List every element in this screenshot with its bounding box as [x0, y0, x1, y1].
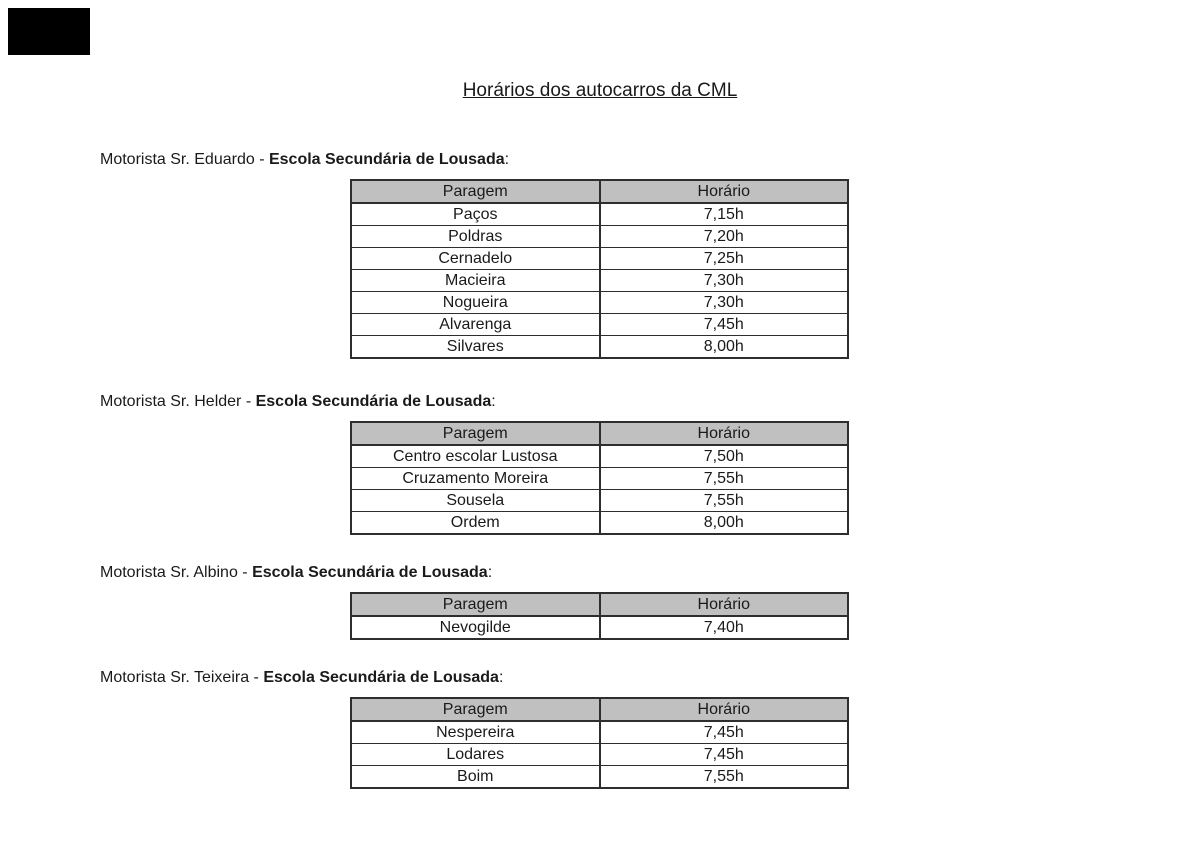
paragem-cell: Silvares	[351, 336, 600, 359]
table-row	[351, 721, 848, 744]
driver-section	[100, 563, 1200, 640]
table-header-row	[351, 593, 848, 616]
paragem-cell: Boim	[351, 766, 600, 789]
paragem-cell: Ordem	[351, 512, 600, 535]
horario-cell: 7,55h	[600, 766, 849, 789]
schedule-table	[350, 592, 849, 640]
column-header-paragem: Paragem	[351, 422, 600, 445]
driver-name-text: Motorista Sr. Eduardo -	[100, 151, 269, 168]
table-body	[351, 616, 848, 639]
driver-name-text: Motorista Sr. Helder -	[100, 393, 256, 410]
horario-cell: 7,55h	[600, 468, 849, 490]
column-header-paragem: Paragem	[351, 698, 600, 721]
table-row	[351, 512, 848, 535]
table-row	[351, 744, 848, 766]
column-header-paragem: Paragem	[351, 593, 600, 616]
sections-container	[0, 150, 1200, 789]
table-row	[351, 203, 848, 226]
label-colon: :	[504, 151, 510, 168]
horario-cell: 8,00h	[600, 512, 849, 535]
paragem-cell: Poldras	[351, 226, 600, 248]
paragem-cell: Sousela	[351, 490, 600, 512]
driver-route-label	[100, 150, 1200, 169]
label-colon: :	[491, 393, 496, 410]
school-name-text: Escola Secundária de Lousada	[252, 564, 488, 581]
page-title: Horários dos autocarros da CML	[462, 80, 738, 101]
table-row	[351, 292, 848, 314]
driver-section	[100, 150, 1200, 359]
school-name-text: Escola Secundária de Lousada	[255, 393, 492, 410]
table-row	[351, 468, 848, 490]
table-body	[351, 203, 848, 358]
driver-section	[100, 392, 1200, 535]
schedule-table	[350, 421, 849, 535]
horario-cell: 7,20h	[600, 226, 849, 248]
horario-cell: 7,15h	[600, 203, 849, 226]
table-row	[351, 248, 848, 270]
driver-route-label	[100, 392, 1200, 411]
paragem-cell: Nogueira	[351, 292, 600, 314]
table-body	[351, 445, 848, 534]
table-row	[351, 270, 848, 292]
label-colon: :	[487, 564, 493, 581]
horario-cell: 7,30h	[600, 270, 849, 292]
column-header-paragem: Paragem	[351, 180, 600, 203]
table-row	[351, 226, 848, 248]
horario-cell: 8,00h	[600, 336, 849, 359]
column-header-horario: Horário	[600, 180, 849, 203]
paragem-cell: Macieira	[351, 270, 600, 292]
horario-cell: 7,45h	[600, 721, 849, 744]
schedule-table	[350, 179, 849, 359]
paragem-cell: Cruzamento Moreira	[351, 468, 600, 490]
redacted-logo-box	[8, 8, 90, 55]
horario-cell: 7,50h	[600, 445, 849, 468]
table-row	[351, 490, 848, 512]
horario-cell: 7,30h	[600, 292, 849, 314]
paragem-cell: Centro escolar Lustosa	[351, 445, 600, 468]
school-name-text: Escola Secundária de Lousada	[263, 669, 499, 686]
driver-route-label	[100, 563, 1200, 582]
table-row	[351, 336, 848, 359]
horario-cell: 7,25h	[600, 248, 849, 270]
table-row	[351, 616, 848, 639]
horario-cell: 7,45h	[600, 744, 849, 766]
driver-route-label	[100, 668, 1200, 687]
schedule-table	[350, 697, 849, 789]
driver-name-text: Motorista Sr. Teixeira -	[100, 669, 264, 686]
table-row	[351, 445, 848, 468]
label-colon: :	[498, 669, 504, 686]
paragem-cell: Lodares	[351, 744, 600, 766]
paragem-cell: Nespereira	[351, 721, 600, 744]
horario-cell: 7,45h	[600, 314, 849, 336]
table-body	[351, 721, 848, 788]
school-name-text: Escola Secundária de Lousada	[268, 151, 505, 168]
driver-section	[100, 668, 1200, 789]
table-header-row	[351, 422, 848, 445]
paragem-cell: Paços	[351, 203, 600, 226]
driver-name-text: Motorista Sr. Albino -	[100, 564, 253, 581]
table-row	[351, 314, 848, 336]
column-header-horario: Horário	[600, 422, 849, 445]
table-header-row	[351, 698, 848, 721]
table-row	[351, 766, 848, 789]
column-header-horario: Horário	[600, 593, 849, 616]
table-header-row	[351, 180, 848, 203]
column-header-horario: Horário	[600, 698, 849, 721]
horario-cell: 7,55h	[600, 490, 849, 512]
paragem-cell: Alvarenga	[351, 314, 600, 336]
paragem-cell: Nevogilde	[351, 616, 600, 639]
horario-cell: 7,40h	[600, 616, 849, 639]
paragem-cell: Cernadelo	[351, 248, 600, 270]
